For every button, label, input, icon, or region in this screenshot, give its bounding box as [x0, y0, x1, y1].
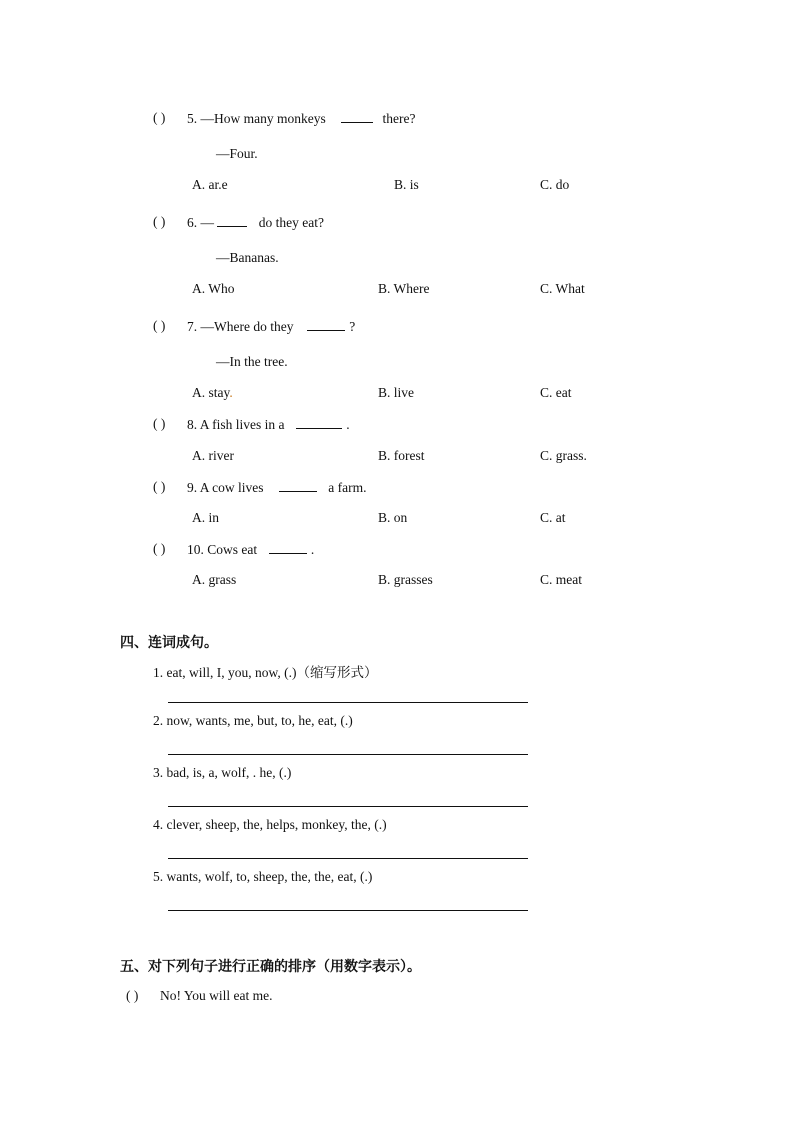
answer-line[interactable] — [168, 754, 528, 755]
question-8-option-b: B. forest — [378, 448, 425, 463]
question-10-text-pre: 10. Cows eat — [187, 542, 258, 557]
answer-paren[interactable]: ( ) — [153, 416, 166, 431]
answer-paren[interactable]: ( ) — [153, 318, 166, 333]
answer-line[interactable] — [168, 806, 528, 807]
answer-line[interactable] — [168, 858, 528, 859]
answer-line[interactable] — [168, 910, 528, 911]
question-5-answer: —Four. — [216, 146, 258, 161]
answer-paren[interactable]: ( ) — [153, 479, 166, 494]
question-5-text-post: there? — [382, 111, 416, 126]
question-6-option-b: B. Where — [378, 281, 430, 296]
question-8 — [187, 416, 350, 433]
section-5-sentence-1: No! You will eat me. — [160, 988, 273, 1003]
question-6 — [187, 214, 324, 231]
question-7-text-post: ? — [349, 319, 356, 334]
question-9 — [187, 479, 366, 496]
question-7-answer: —In the tree. — [216, 354, 288, 369]
question-5-text-pre: 5. —How many monkeys — [187, 111, 326, 126]
question-10-option-c: C. meat — [540, 572, 582, 587]
stray-dot: . — [229, 385, 233, 400]
section-4-item-3: 3. bad, is, a, wolf, . he, (.) — [153, 765, 292, 780]
section-5-title: 五、对下列句子进行正确的排序（用数字表示）。 — [120, 959, 421, 975]
question-7-option-c: C. eat — [540, 385, 572, 400]
section-4-item-1: 1. eat, will, I, you, now, (.)（缩写形式） — [153, 665, 378, 680]
answer-paren[interactable]: ( ) — [153, 214, 166, 229]
fill-blank[interactable] — [307, 318, 345, 331]
section-4-item-5: 5. wants, wolf, to, sheep, the, the, eat, (.) — [153, 869, 373, 884]
question-5-option-c: C. do — [540, 177, 570, 192]
question-9-text-pre: 9. A cow lives — [187, 480, 264, 495]
fill-blank[interactable] — [217, 214, 247, 227]
question-10-option-b: B. grasses — [378, 572, 433, 587]
section-4-item-4: 4. clever, sheep, the, helps, monkey, the, (.) — [153, 817, 387, 832]
question-10-text-post: . — [310, 542, 315, 557]
question-10-option-a: A. grass — [192, 572, 237, 587]
question-6-text-pre: 6. — — [187, 215, 214, 230]
question-8-text-post: . — [346, 417, 350, 432]
section-4-title: 四、连词成句。 — [120, 635, 218, 651]
fill-blank[interactable] — [341, 110, 373, 123]
question-7-option-a — [192, 385, 233, 401]
question-9-text-post: a farm. — [328, 480, 367, 495]
question-9-option-c: C. at — [540, 510, 566, 525]
question-7-option-b: B. live — [378, 385, 414, 400]
question-5-option-a: A. ar.e — [192, 177, 228, 192]
answer-paren[interactable]: ( ) — [126, 988, 139, 1003]
fill-blank[interactable] — [269, 541, 307, 554]
question-6-answer: —Bananas. — [216, 250, 279, 265]
fill-blank[interactable] — [296, 416, 342, 429]
question-5-option-b: B. is — [394, 177, 419, 192]
question-9-option-a: A. in — [192, 510, 219, 525]
question-8-option-a: A. river — [192, 448, 234, 463]
fill-blank[interactable] — [279, 479, 317, 492]
question-5 — [187, 110, 415, 127]
question-10 — [187, 541, 314, 558]
answer-paren[interactable]: ( ) — [153, 541, 166, 556]
question-6-option-c: C. What — [540, 281, 585, 296]
question-8-option-c: C. grass. — [540, 448, 587, 463]
question-9-option-b: B. on — [378, 510, 408, 525]
question-7 — [187, 318, 355, 335]
question-6-option-a: A. Who — [192, 281, 235, 296]
answer-line[interactable] — [168, 702, 528, 703]
question-6-text-post: do they eat? — [258, 215, 324, 230]
question-8-text-pre: 8. A fish lives in a — [187, 417, 285, 432]
answer-paren[interactable]: ( ) — [153, 110, 166, 125]
question-7-option-a-text: A. stay — [192, 385, 230, 400]
section-4-item-2: 2. now, wants, me, but, to, he, eat, (.) — [153, 713, 353, 728]
question-7-text-pre: 7. —Where do they — [187, 319, 294, 334]
